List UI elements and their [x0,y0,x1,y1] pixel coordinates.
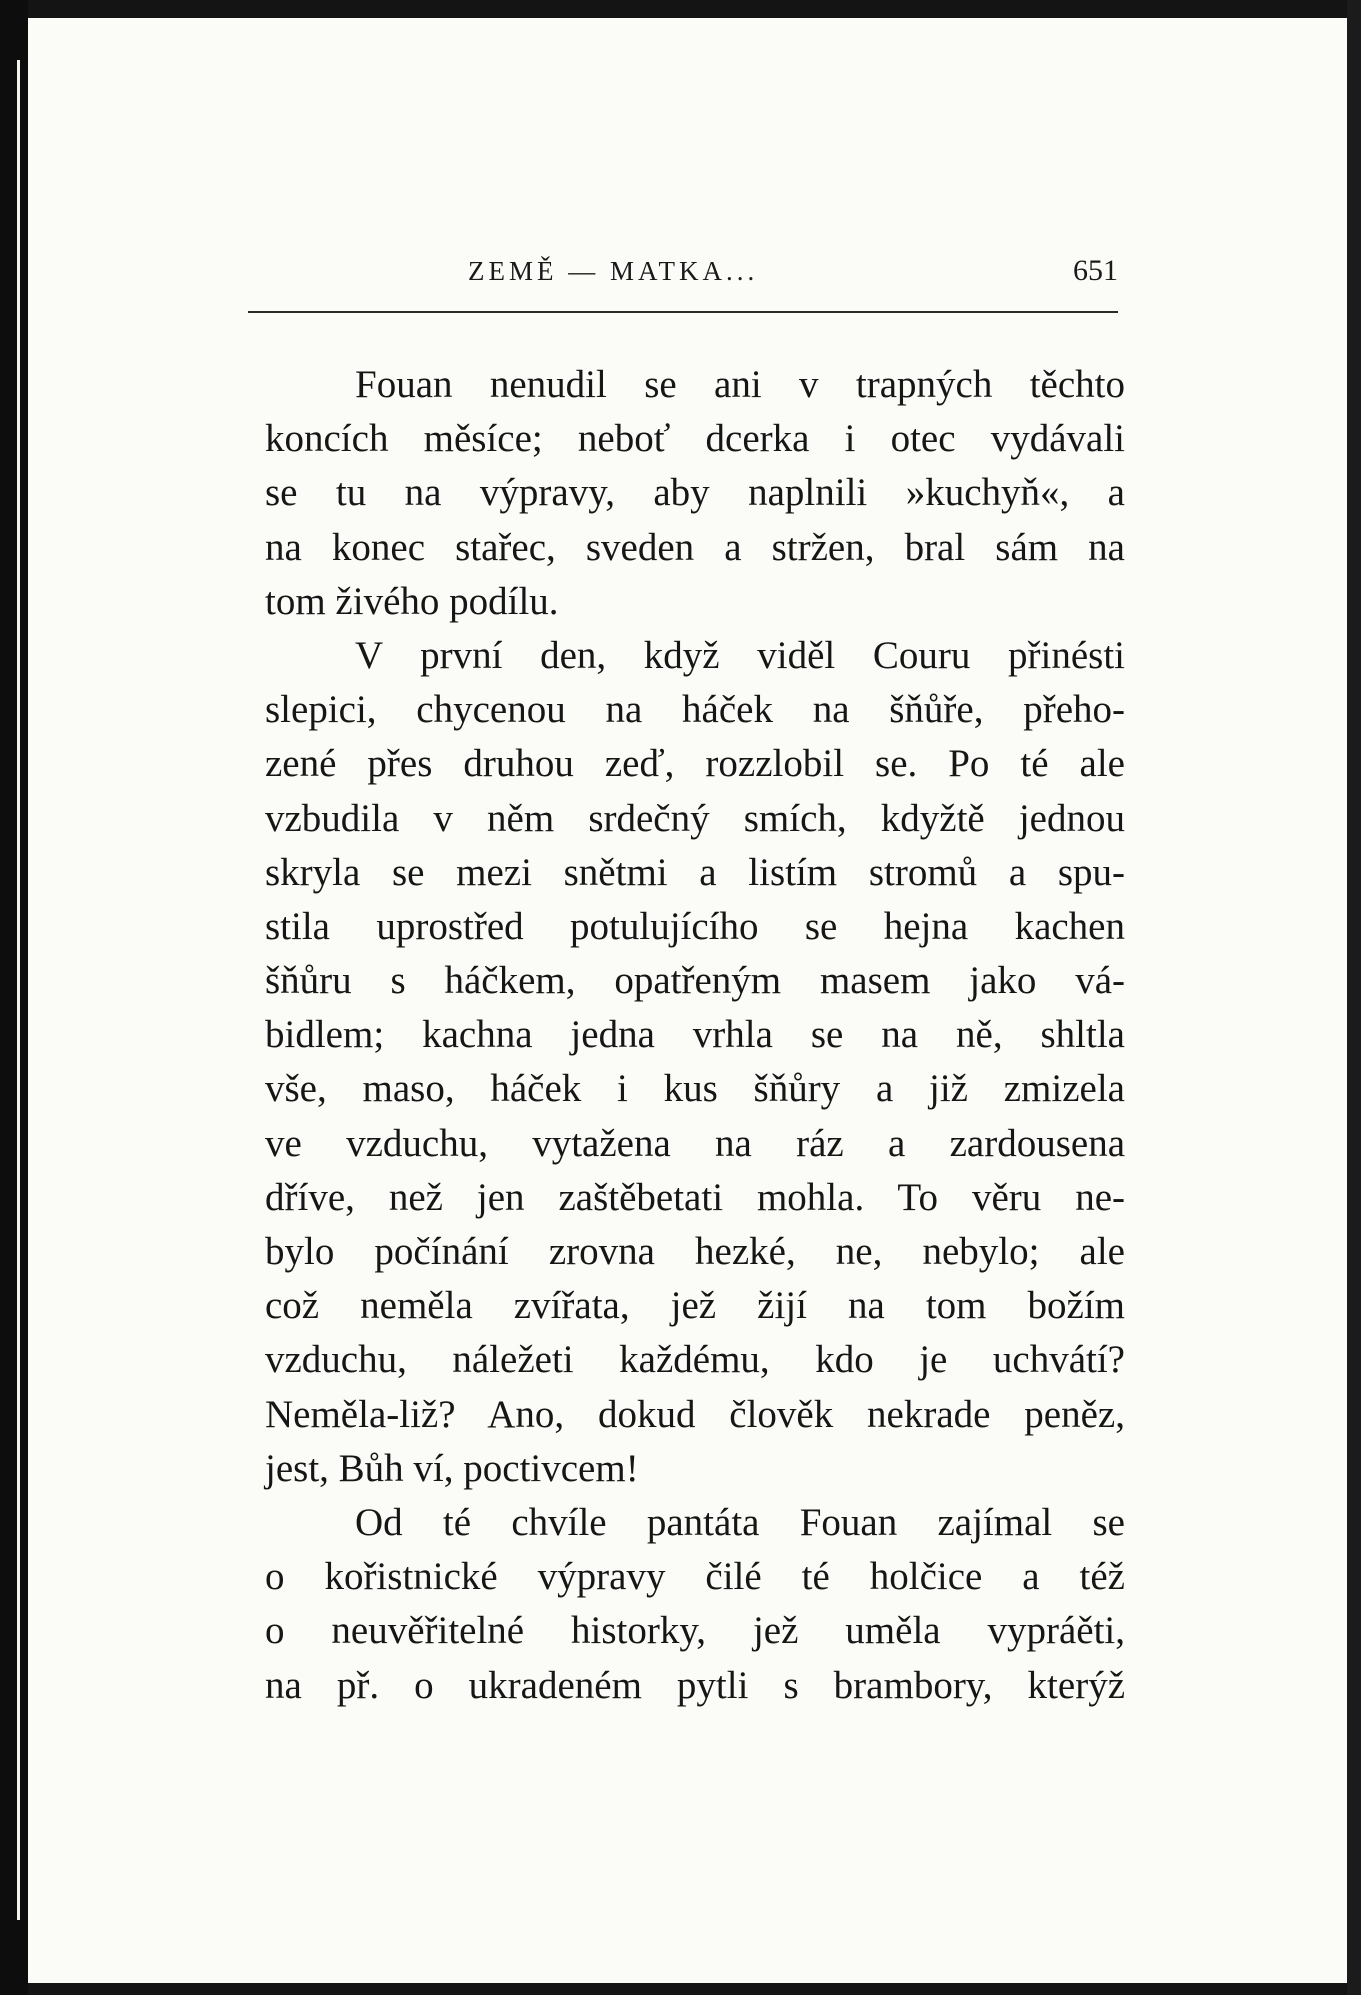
text-line: Fouan nenudil se ani v trapných těchto [355,363,1125,406]
text-line: bidlem; kachna jedna vrhla se na ně, shltla [265,1013,1125,1057]
text-line: skryla se mezi snětmi a listím stromů a spu- [265,850,1125,894]
running-title: ZEMĚ — MATKA... [468,256,759,286]
text-line: ve vzduchu, vytažena na ráz a zardousena [265,1121,1125,1165]
text-line: vzduchu, náležeti každému, kdo je uchvátí? [265,1338,1125,1382]
text-line: zené přes druhou zeď, rozzlobil se. Po té ale [265,742,1125,786]
text-line: V první den, když viděl Couru přinésti [355,633,1125,677]
text-line: o kořistnické výpravy čilé té holčice a též [265,1555,1125,1599]
header-rule [248,311,1118,313]
text-line: slepici, chycenou na háček na šňůře, přeho- [265,688,1125,732]
text-line: vzbudila v něm srdečný smích, kdyžtě jednou [265,796,1125,840]
text-line: šňůru s háčkem, opatřeným masem jako vá- [265,959,1125,1003]
text-line: se tu na výpravy, aby naplnili »kuchyň«, a [265,471,1125,515]
text-line: jest, Bůh ví, poctivcem! [265,1446,639,1490]
page-header [248,252,1118,296]
left-margin-rule [17,60,20,1920]
text-line: o neuvěřitelné historky, jež uměla vypráěti, [265,1609,1125,1653]
body-text [265,358,1125,1713]
text-line: vše, maso, háček i kus šňůry a již zmizela [265,1067,1125,1111]
text-line: koncích měsíce; neboť dcerka i otec vydávali [265,417,1125,461]
text-line: což neměla zvířata, jež žijí na tom božím [265,1284,1125,1328]
left-page-edge [0,0,28,1995]
text-line: stila uprostřed potulujícího se hejna kachen [265,904,1125,948]
text-line: tom živého podílu. [265,579,559,623]
right-page-edge [1347,0,1361,1995]
text-line: na př. o ukradeném pytli s brambory, kterýž [265,1663,1125,1707]
text-line: Od té chvíle pantáta Fouan zajímal se [355,1500,1125,1544]
page-number: 651 [1073,254,1118,287]
text-line: Neměla-liž? Ano, dokud člověk nekrade peněz, [265,1392,1125,1436]
text-line: na konec stařec, sveden a stržen, bral sám na [265,525,1125,569]
text-line: dříve, než jen zaštěbetati mohla. To věru ne- [265,1175,1125,1219]
text-line: bylo počínání zrovna hezké, ne, nebylo; ale [265,1230,1125,1273]
